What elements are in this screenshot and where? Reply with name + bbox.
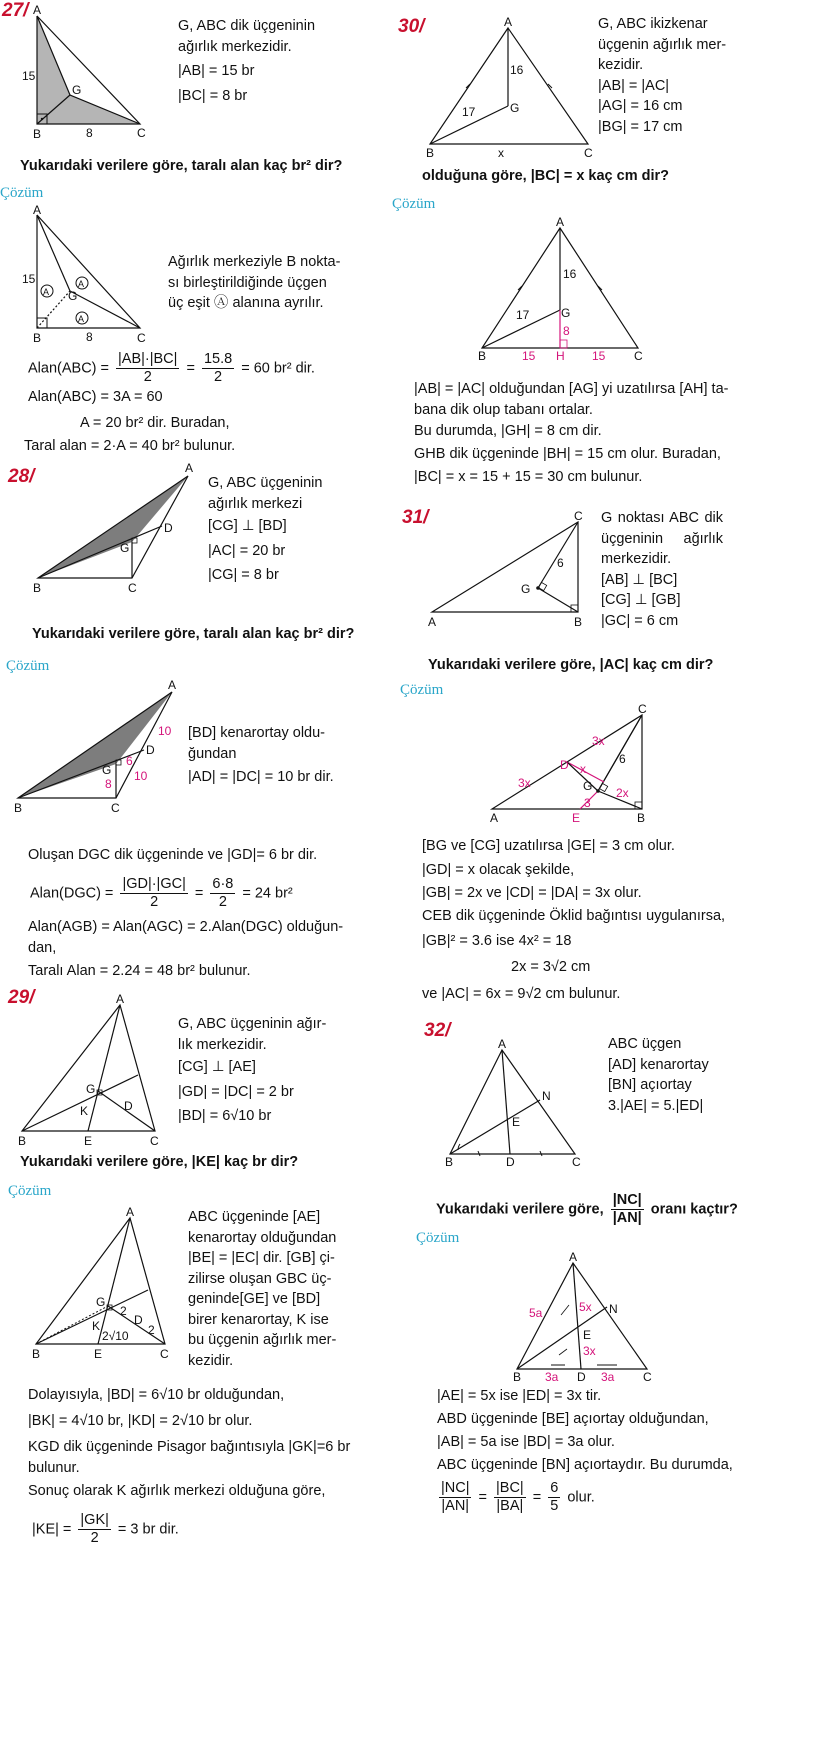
svg-text:A: A <box>78 314 85 324</box>
svg-text:8: 8 <box>563 324 570 338</box>
svg-text:B: B <box>637 811 646 825</box>
problem-27-step-2: Alan(ABC) = 3A = 60 <box>28 389 163 405</box>
svg-text:C: C <box>137 331 146 345</box>
problem-30-step-2: Bu durumda, |GH| = 8 cm dir. <box>414 423 602 439</box>
svg-text:B: B <box>33 127 42 141</box>
svg-text:B: B <box>18 1134 27 1148</box>
svg-text:B: B <box>426 146 435 160</box>
svg-text:B: B <box>478 349 487 363</box>
svg-text:A: A <box>185 461 194 475</box>
problem-32-step-3: |AB| = 5a ise |BD| = 3a olur. <box>437 1434 615 1450</box>
svg-text:3a: 3a <box>545 1370 559 1384</box>
svg-text:A: A <box>126 1205 135 1219</box>
problem-28-step-1: Oluşan DGC dik üçgeninde ve |GD|= 6 br dir. <box>28 847 318 863</box>
svg-text:E: E <box>84 1134 93 1148</box>
problem-30-number: 30/ <box>398 16 425 37</box>
svg-text:G: G <box>72 83 82 97</box>
svg-text:B: B <box>445 1155 454 1169</box>
svg-text:2x: 2x <box>616 786 629 800</box>
problem-30-solution-label: Çözüm <box>392 196 436 212</box>
problem-29-solution-figure <box>0 1205 180 1361</box>
problem-28-question: Yukarıdaki verilere göre, taralı alan kaç br² dir? <box>32 626 355 642</box>
svg-text:17: 17 <box>516 308 530 322</box>
svg-text:5x: 5x <box>579 1300 592 1314</box>
svg-text:8: 8 <box>86 330 93 344</box>
svg-text:A: A <box>504 15 513 29</box>
svg-text:6: 6 <box>557 556 564 570</box>
svg-text:C: C <box>638 702 647 716</box>
svg-text:N: N <box>542 1089 551 1103</box>
problem-31-solution-label: Çözüm <box>400 682 444 698</box>
svg-text:15: 15 <box>22 69 36 83</box>
svg-text:E: E <box>512 1115 521 1129</box>
svg-text:D: D <box>577 1370 586 1384</box>
svg-text:G: G <box>86 1082 96 1096</box>
svg-text:K: K <box>92 1319 101 1333</box>
problem-31-given: G noktası ABC dik üçgeninin ağırlık merkezidir. [AB] ⊥ [BC] [CG] ⊥ [GB] |GC| = 6 cm <box>601 510 723 629</box>
svg-text:E: E <box>572 811 581 825</box>
svg-text:x: x <box>580 762 586 776</box>
svg-text:8: 8 <box>105 777 112 791</box>
problem-31-step-4: CEB dik üçgeninde Öklid bağıntısı uygulanırsa, <box>422 908 726 924</box>
problem-32-step-1: |AE| = 5x ise |ED| = 3x tir. <box>437 1388 602 1404</box>
problem-31-step-3: |GB| = 2x ve |CD| = |DA| = 3x olur. <box>422 885 642 901</box>
svg-text:C: C <box>137 126 146 140</box>
svg-text:E: E <box>583 1328 592 1342</box>
problem-28-figure <box>0 462 210 597</box>
svg-text:B: B <box>513 1370 522 1384</box>
svg-text:C: C <box>128 581 137 595</box>
problem-31-number: 31/ <box>402 507 429 528</box>
svg-text:3: 3 <box>584 796 591 810</box>
problem-32-step-5: $\frac{|NC|}{|AN|}$ = $\frac{|BC|}{|BA|}$ = $\frac{6}{5}$ olur. <box>441 1480 595 1514</box>
problem-27-number: 27/ <box>2 0 29 21</box>
problem-28-given: G, ABC üçgeninin ağırlık merkezi [CG] ⊥ [BD] |AC| = 20 br |CG| = 8 br <box>208 475 323 583</box>
svg-text:A: A <box>116 992 125 1006</box>
problem-27-step-1: Alan(ABC) = $\frac{|AB|\cdot|BC|}{2}$ = $\frac{15.8}{2}$ = 60 br² dir. <box>28 351 315 385</box>
svg-text:D: D <box>164 521 173 535</box>
problem-30-step-3: GHB dik üçgeninde |BH| = 15 cm olur. Buradan, <box>414 446 721 462</box>
problem-32-solution-figure <box>505 1250 665 1385</box>
svg-text:A: A <box>498 1037 507 1051</box>
problem-30-figure <box>420 15 600 160</box>
svg-text:2√10: 2√10 <box>102 1329 129 1343</box>
svg-text:C: C <box>584 146 593 160</box>
problem-29-figure <box>0 992 170 1148</box>
svg-text:16: 16 <box>510 63 524 77</box>
svg-text:3a: 3a <box>601 1370 615 1384</box>
problem-32-figure <box>440 1037 600 1170</box>
svg-text:17: 17 <box>462 105 476 119</box>
problem-29-solution-label: Çözüm <box>8 1183 52 1199</box>
problem-31-figure <box>420 509 600 632</box>
svg-text:G: G <box>510 101 520 115</box>
svg-text:2: 2 <box>148 1323 155 1337</box>
svg-text:G: G <box>561 306 571 320</box>
svg-text:A: A <box>569 1250 578 1264</box>
svg-text:D: D <box>506 1155 515 1169</box>
problem-27-step-3: A = 20 br² dir. Buradan, <box>80 415 230 431</box>
problem-28-number: 28/ <box>8 466 35 487</box>
problem-28-step-2: Alan(DGC) = $\frac{|GD|\cdot|GC|}{2}$ = $\frac{6\cdot 8}{2}$ = 24 br² <box>30 876 293 910</box>
problem-30-step-1: |AB| = |AC| olduğundan [AG] yi uzatılırsa [AH] ta- bana dik olup tabanı ortalar. <box>414 381 729 418</box>
problem-30-solution-figure <box>470 215 650 365</box>
problem-27-given: G, ABC dik üçgeninin ağırlık merkezidir. |AB| = 15 br |BC| = 8 br <box>178 18 316 104</box>
problem-31-step-5: |GB|² = 3.6 ise 4x² = 18 <box>422 933 572 949</box>
problem-29-explanation: ABC üçgeninde [AE] kenarortay olduğundan |BE| = |EC| dir. [GB] çi- zilirse oluşan GBC üç- geninde[GE] ve [BD] birer kenarortay, K ise bu üçgenin ağırlık mer- kezidir. <box>188 1209 337 1369</box>
svg-text:3x: 3x <box>518 776 531 790</box>
svg-text:C: C <box>634 349 643 363</box>
svg-text:15: 15 <box>22 272 36 286</box>
problem-27-explanation: Ağırlık merkeziyle B nokta- sı birleştirildiğinde üçgen üç eşit Ⓐ alanına ayrılır. <box>168 254 341 311</box>
problem-32-given: ABC üçgen [AD] kenarortay [BN] açıortay 3.|AE| = 5.|ED| <box>608 1036 709 1114</box>
problem-29-step-1: Dolayısıyla, |BD| = 6√10 br olduğundan, <box>28 1387 285 1403</box>
svg-text:10: 10 <box>134 769 148 783</box>
problem-29-step-3: KGD dik üçgeninde Pisagor bağıntısıyla |GK|=6 br bulunur. <box>28 1439 351 1476</box>
svg-text:B: B <box>32 1347 41 1361</box>
svg-text:G: G <box>96 1295 106 1309</box>
svg-text:16: 16 <box>563 267 577 281</box>
problem-27-figure <box>0 0 170 150</box>
problem-29-step-4: Sonuç olarak K ağırlık merkezi olduğuna göre, <box>28 1483 326 1499</box>
svg-text:A: A <box>490 811 499 825</box>
svg-text:x: x <box>498 146 504 160</box>
svg-text:A: A <box>428 615 437 629</box>
svg-text:A: A <box>33 3 42 17</box>
problem-31-solution-figure <box>480 702 660 825</box>
problem-29-step-2: |BK| = 4√10 br, |KD| = 2√10 br olur. <box>28 1413 253 1429</box>
svg-text:A: A <box>43 287 50 297</box>
problem-29-question: Yukarıdaki verilere göre, |KE| kaç br dir? <box>20 1154 299 1170</box>
svg-text:10: 10 <box>158 724 172 738</box>
svg-text:H: H <box>556 349 565 363</box>
svg-text:C: C <box>150 1134 159 1148</box>
svg-text:G: G <box>120 541 130 555</box>
svg-text:N: N <box>609 1302 618 1316</box>
svg-text:A: A <box>556 215 565 229</box>
problem-30-given: G, ABC ikizkenar üçgenin ağırlık mer- kezidir. |AB| = |AC| |AG| = 16 cm |BG| = 17 cm <box>598 16 727 135</box>
problem-32-step-2: ABD üçgeninde [BE] açıortay olduğundan, <box>437 1411 709 1427</box>
svg-text:E: E <box>94 1347 103 1361</box>
problem-29-given: G, ABC üçgeninin ağır- lık merkezidir. [CG] ⊥ [AE] |GD| = |DC| = 2 br |BD| = 6√10 br <box>178 1016 327 1124</box>
problem-29-number: 29/ <box>8 987 35 1008</box>
problem-27-step-4: Taral alan = 2·A = 40 br² bulunur. <box>24 438 236 454</box>
svg-text:G: G <box>68 289 78 303</box>
problem-31-step-1: [BG ve [CG] uzatılırsa |GE| = 3 cm olur. <box>422 838 675 854</box>
problem-29-step-5: |KE| = $\frac{|GK|}{2}$ = 3 br dir. <box>32 1512 179 1546</box>
svg-text:3x: 3x <box>592 734 605 748</box>
svg-text:D: D <box>124 1099 133 1113</box>
svg-text:3x: 3x <box>583 1344 596 1358</box>
svg-text:C: C <box>643 1370 652 1384</box>
problem-30-question: olduğuna göre, |BC| = x kaç cm dir? <box>422 168 670 184</box>
problem-28-step-3: Alan(AGB) = Alan(AGC) = 2.Alan(DGC) olduğun- dan, <box>28 919 344 956</box>
problem-32-number: 32/ <box>424 1020 451 1041</box>
svg-text:15: 15 <box>592 349 606 363</box>
problem-27-question: Yukarıdaki verilere göre, taralı alan kaç br² dir? <box>20 158 343 174</box>
problem-30-step-4: |BC| = x = 15 + 15 = 30 cm bulunur. <box>414 469 643 485</box>
svg-text:B: B <box>33 331 42 345</box>
svg-text:B: B <box>33 581 42 595</box>
svg-text:A: A <box>78 279 85 289</box>
svg-text:G: G <box>102 763 112 777</box>
problem-28-solution-figure <box>0 680 190 820</box>
svg-text:D: D <box>560 758 569 772</box>
problem-31-step-2: |GD| = x olacak şekilde, <box>422 862 575 878</box>
svg-text:D: D <box>146 743 155 757</box>
svg-text:6: 6 <box>126 754 133 768</box>
problem-28-step-4: Taralı Alan = 2.24 = 48 br² bulunur. <box>28 963 251 979</box>
problem-32-solution-label: Çözüm <box>416 1230 460 1246</box>
svg-text:G: G <box>583 779 593 793</box>
problem-27-solution-figure <box>0 205 170 345</box>
problem-31-step-6: 2x = 3√2 cm <box>511 959 591 975</box>
svg-text:K: K <box>80 1104 89 1118</box>
problem-28-solution-label: Çözüm <box>6 658 50 674</box>
svg-text:8: 8 <box>86 126 93 140</box>
problem-28-explanation: [BD] kenarortay oldu- ğundan |AD| = |DC| = 10 br dir. <box>188 725 334 785</box>
svg-text:5a: 5a <box>529 1306 543 1320</box>
problem-27-solution-label: Çözüm <box>0 185 44 201</box>
svg-text:A: A <box>33 203 42 217</box>
svg-text:2: 2 <box>120 1304 127 1318</box>
svg-text:C: C <box>574 509 583 523</box>
svg-text:A: A <box>168 678 177 692</box>
svg-text:B: B <box>574 615 583 629</box>
svg-text:D: D <box>134 1313 143 1327</box>
svg-text:C: C <box>572 1155 581 1169</box>
svg-text:C: C <box>160 1347 169 1361</box>
problem-32-question: Yukarıdaki verilere göre, $\frac{|NC|}{|AN|}$ oranı kaçtır? <box>436 1192 738 1226</box>
svg-text:15: 15 <box>522 349 536 363</box>
svg-text:C: C <box>111 801 120 815</box>
problem-31-question: Yukarıdaki verilere göre, |AC| kaç cm dir? <box>428 657 714 673</box>
svg-text:6: 6 <box>619 752 626 766</box>
problem-31-step-7: ve |AC| = 6x = 9√2 cm bulunur. <box>422 986 621 1002</box>
problem-32-step-4: ABC üçgeninde [BN] açıortaydır. Bu durumda, <box>437 1457 733 1473</box>
svg-text:B: B <box>14 801 23 815</box>
svg-text:G: G <box>521 582 531 596</box>
